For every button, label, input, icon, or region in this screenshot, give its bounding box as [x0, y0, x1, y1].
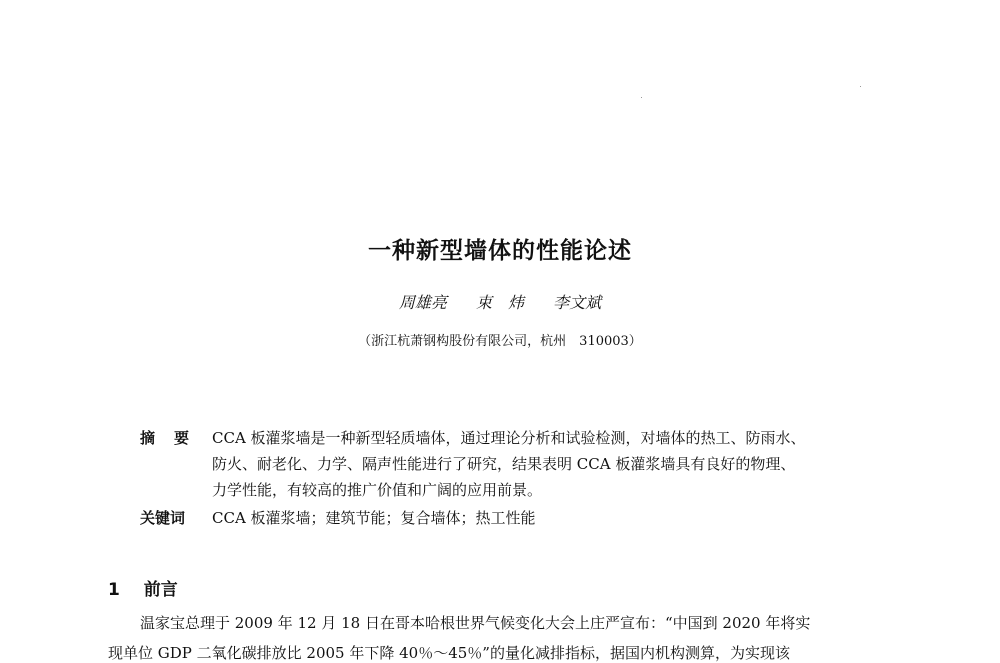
- body-line: 现单位 GDP 二氧化碳排放比 2005 年下降 40％～45％”的量化减排指标，据国内机构测算，为实现该: [108, 644, 790, 662]
- section-number: 1: [108, 580, 120, 600]
- abstract-line: 力学性能，有较高的推广价值和广阔的应用前景。: [212, 481, 543, 499]
- body-line: 温家宝总理于 2009 年 12 月 18 日在哥本哈根世界气候变化大会上庄严宣布：“中国到 2020 年将实: [140, 614, 811, 632]
- keywords-label: 关键词: [140, 509, 186, 527]
- author-name: 束 炜: [475, 293, 524, 312]
- author-name: 周雄亮: [398, 293, 447, 312]
- keywords-line: CCA 板灌浆墙；建筑节能；复合墙体；热工性能: [212, 509, 536, 527]
- author-name: 李文斌: [553, 293, 602, 312]
- keywords-text: [212, 505, 900, 531]
- abstract-text: [212, 425, 900, 503]
- scan-speck: [860, 86, 861, 87]
- abstract-line: CCA 板灌浆墙是一种新型轻质墙体，通过理论分析和试验检测，对墙体的热工、防雨水、: [212, 429, 806, 447]
- abstract-label: 摘 要: [140, 429, 192, 447]
- abstract-line: 防火、耐老化、力学、隔声性能进行了研究，结果表明 CCA 板灌浆墙具有良好的物理、: [212, 455, 796, 473]
- affiliation: （浙江杭萧钢构股份有限公司，杭州 310003）: [358, 334, 642, 349]
- section-heading: [108, 575, 178, 600]
- paper-title: 一种新型墙体的性能论述: [368, 238, 632, 264]
- section-title: 前言: [143, 580, 178, 600]
- author-list: [0, 290, 1000, 313]
- scan-speck: [641, 97, 642, 98]
